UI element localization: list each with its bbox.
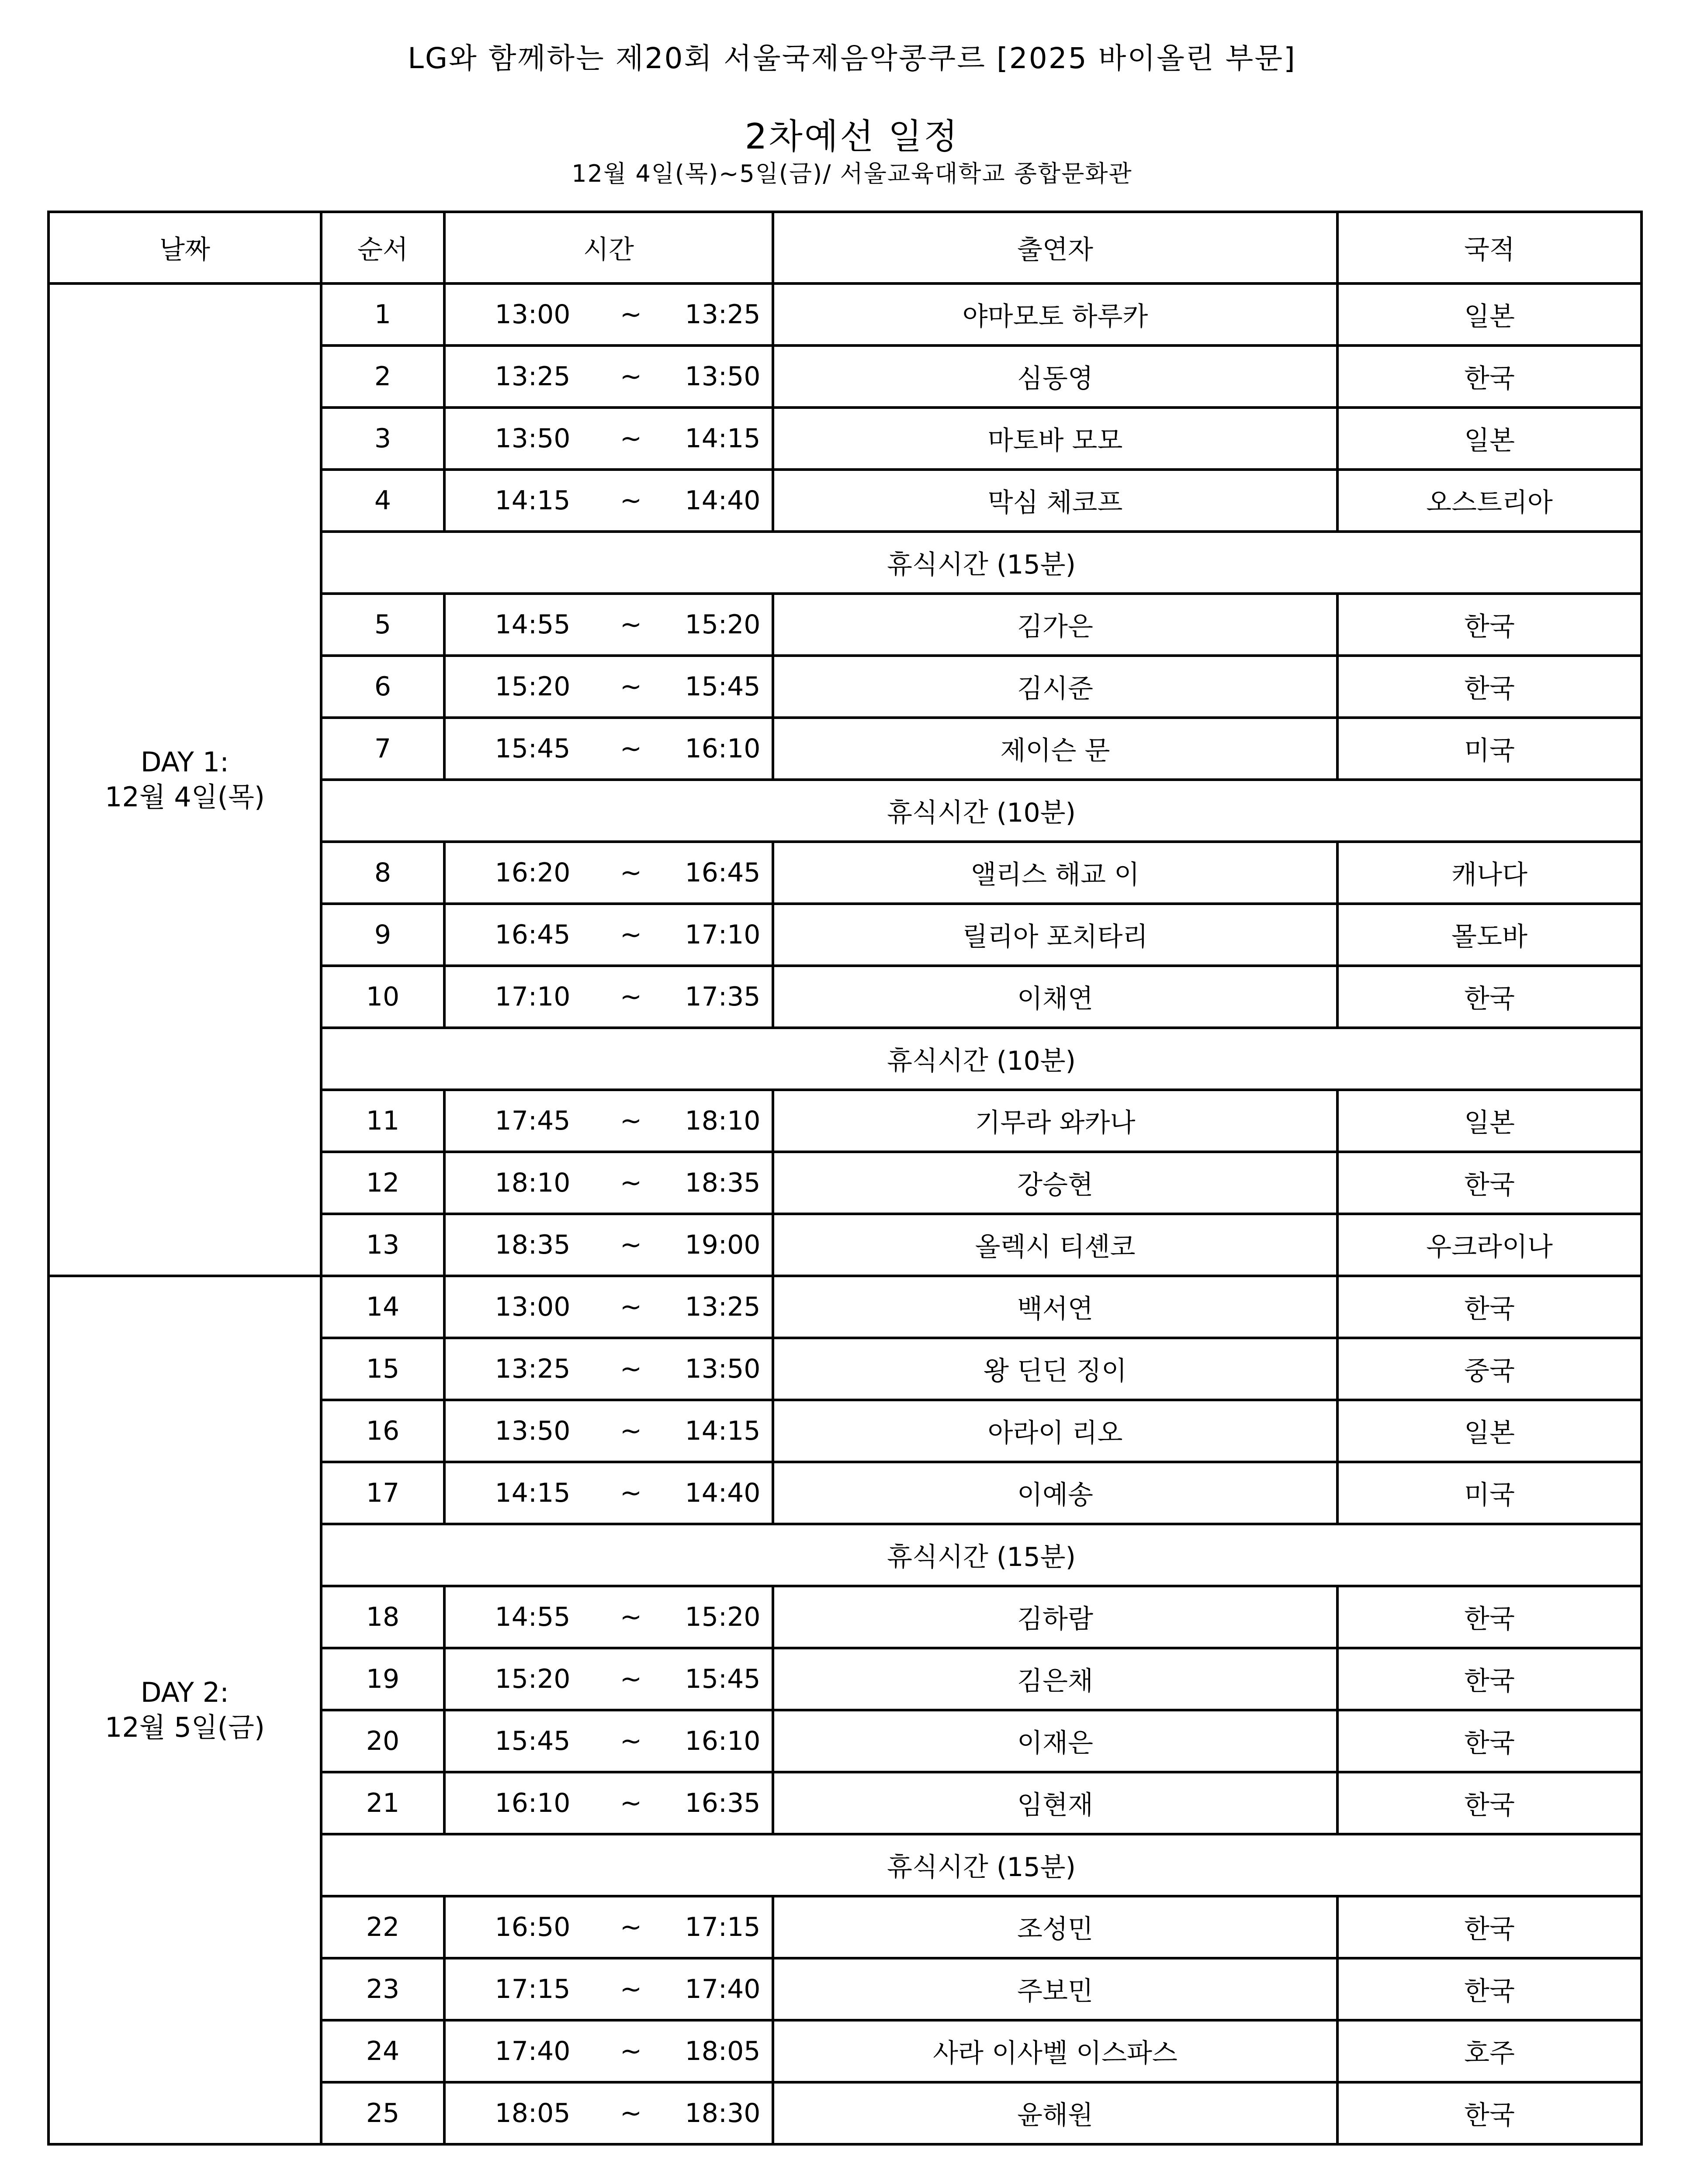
end-time: 14:15 <box>685 1416 761 1446</box>
time-separator: ~ <box>620 1664 642 1694</box>
nationality-cell: 한국 <box>1337 1152 1642 1214</box>
order-cell: 3 <box>321 408 444 470</box>
schedule-subtitle: 2차예선 일정 <box>745 116 959 157</box>
end-time: 13:25 <box>685 299 761 330</box>
performer-cell: 조성민 <box>773 1896 1337 1958</box>
time-cell <box>444 1710 773 1772</box>
performer-cell: 마토바 모모 <box>773 408 1337 470</box>
order-cell: 12 <box>321 1152 444 1214</box>
start-time: 15:45 <box>495 733 571 764</box>
break-cell: 휴식시간 (15분) <box>321 1524 1642 1586</box>
col-header-time: 시간 <box>444 212 773 283</box>
nationality-cell: 한국 <box>1337 1648 1642 1710</box>
end-time: 18:30 <box>685 2098 761 2129</box>
end-time: 19:00 <box>685 1230 761 1260</box>
nationality-cell: 한국 <box>1337 1276 1642 1338</box>
time-cell <box>444 1276 773 1338</box>
start-time: 13:25 <box>495 1354 571 1384</box>
start-time: 14:15 <box>495 1478 571 1508</box>
time-cell <box>444 1400 773 1462</box>
col-header-performer: 출연자 <box>773 212 1337 283</box>
start-time: 18:10 <box>495 1168 571 1198</box>
end-time: 14:15 <box>685 423 761 454</box>
nationality-cell: 한국 <box>1337 1710 1642 1772</box>
day-cell <box>48 283 321 1276</box>
end-time: 18:10 <box>685 1106 761 1136</box>
start-time: 16:45 <box>495 919 571 950</box>
order-cell: 2 <box>321 346 444 408</box>
time-cell <box>444 1462 773 1524</box>
end-time: 15:20 <box>685 609 761 640</box>
performer-cell: 강승현 <box>773 1152 1337 1214</box>
time-separator: ~ <box>620 981 642 1012</box>
order-cell: 1 <box>321 283 444 346</box>
time-cell <box>444 594 773 656</box>
time-separator: ~ <box>620 2036 642 2067</box>
end-time: 15:45 <box>685 671 761 702</box>
order-cell: 17 <box>321 1462 444 1524</box>
performer-cell: 이재은 <box>773 1710 1337 1772</box>
nationality-cell: 한국 <box>1337 2082 1642 2144</box>
performer-cell: 야마모토 하루카 <box>773 283 1337 346</box>
day-date: 12월 5일(금) <box>104 1711 265 1743</box>
time-cell <box>444 1586 773 1648</box>
time-cell <box>444 2082 773 2144</box>
end-time: 18:05 <box>685 2036 761 2067</box>
performer-cell: 심동영 <box>773 346 1337 408</box>
nationality-cell: 한국 <box>1337 1586 1642 1648</box>
end-time: 17:40 <box>685 1974 761 2004</box>
order-cell: 21 <box>321 1772 444 1834</box>
day-label: DAY 1: <box>140 746 229 778</box>
performer-cell: 윤해원 <box>773 2082 1337 2144</box>
time-cell <box>444 966 773 1028</box>
nationality-cell: 미국 <box>1337 1462 1642 1524</box>
time-separator: ~ <box>620 1416 642 1446</box>
nationality-cell: 한국 <box>1337 594 1642 656</box>
end-time: 14:40 <box>685 1478 761 1508</box>
time-separator: ~ <box>620 1974 642 2004</box>
nationality-cell: 한국 <box>1337 966 1642 1028</box>
time-cell <box>444 470 773 532</box>
time-separator: ~ <box>620 1912 642 1942</box>
end-time: 16:35 <box>685 1788 761 1818</box>
time-cell <box>444 1958 773 2020</box>
order-cell: 20 <box>321 1710 444 1772</box>
order-cell: 10 <box>321 966 444 1028</box>
start-time: 15:20 <box>495 1664 571 1694</box>
start-time: 13:25 <box>495 361 571 392</box>
time-cell <box>444 1338 773 1400</box>
nationality-cell: 한국 <box>1337 346 1642 408</box>
performer-cell: 기무라 와카나 <box>773 1090 1337 1152</box>
break-cell: 휴식시간 (15분) <box>321 1834 1642 1896</box>
performer-cell: 릴리아 포치타리 <box>773 904 1337 966</box>
performer-cell: 왕 딘딘 징이 <box>773 1338 1337 1400</box>
order-cell: 25 <box>321 2082 444 2144</box>
time-cell <box>444 1214 773 1276</box>
break-cell: 휴식시간 (10분) <box>321 1028 1642 1090</box>
performer-cell: 주보민 <box>773 1958 1337 2020</box>
document-title: LG와 함께하는 제20회 서울국제음악콩쿠르 [2025 바이올린 부문] <box>408 41 1296 75</box>
time-cell <box>444 1648 773 1710</box>
end-time: 13:50 <box>685 1354 761 1384</box>
order-cell: 9 <box>321 904 444 966</box>
start-time: 16:10 <box>495 1788 571 1818</box>
end-time: 14:40 <box>685 485 761 516</box>
nationality-cell: 일본 <box>1337 283 1642 346</box>
time-separator: ~ <box>620 1788 642 1818</box>
performer-cell: 올렉시 티셴코 <box>773 1214 1337 1276</box>
end-time: 16:45 <box>685 857 761 888</box>
end-time: 13:50 <box>685 361 761 392</box>
col-header-date: 날짜 <box>48 212 321 283</box>
order-cell: 5 <box>321 594 444 656</box>
table-header-row <box>48 212 1642 283</box>
day-date: 12월 4일(목) <box>104 781 265 813</box>
nationality-cell: 한국 <box>1337 656 1642 718</box>
performer-cell: 막심 체코프 <box>773 470 1337 532</box>
time-separator: ~ <box>620 1726 642 1756</box>
start-time: 17:45 <box>495 1106 571 1136</box>
time-separator: ~ <box>620 1354 642 1384</box>
end-time: 16:10 <box>685 733 761 764</box>
performer-cell: 앨리스 해교 이 <box>773 842 1337 904</box>
time-cell <box>444 718 773 780</box>
end-time: 15:45 <box>685 1664 761 1694</box>
start-time: 15:20 <box>495 671 571 702</box>
time-separator: ~ <box>620 1602 642 1632</box>
col-header-nationality: 국적 <box>1337 212 1642 283</box>
nationality-cell: 몰도바 <box>1337 904 1642 966</box>
time-separator: ~ <box>620 361 642 392</box>
performer-cell: 이예송 <box>773 1462 1337 1524</box>
order-cell: 14 <box>321 1276 444 1338</box>
performer-cell: 임현재 <box>773 1772 1337 1834</box>
nationality-cell: 오스트리아 <box>1337 470 1642 532</box>
time-cell <box>444 408 773 470</box>
performer-cell: 사라 이사벨 이스파스 <box>773 2020 1337 2082</box>
time-separator: ~ <box>620 609 642 640</box>
start-time: 17:40 <box>495 2036 571 2067</box>
time-cell <box>444 1090 773 1152</box>
nationality-cell: 미국 <box>1337 718 1642 780</box>
time-separator: ~ <box>620 423 642 454</box>
order-cell: 19 <box>321 1648 444 1710</box>
nationality-cell: 중국 <box>1337 1338 1642 1400</box>
time-separator: ~ <box>620 1168 642 1198</box>
start-time: 17:15 <box>495 1974 571 2004</box>
schedule-table <box>47 211 1643 2146</box>
time-cell <box>444 842 773 904</box>
time-separator: ~ <box>620 671 642 702</box>
break-cell: 휴식시간 (10분) <box>321 780 1642 842</box>
end-time: 17:10 <box>685 919 761 950</box>
time-separator: ~ <box>620 857 642 888</box>
time-cell <box>444 283 773 346</box>
time-cell <box>444 1152 773 1214</box>
start-time: 13:50 <box>495 1416 571 1446</box>
start-time: 16:20 <box>495 857 571 888</box>
order-cell: 7 <box>321 718 444 780</box>
end-time: 17:15 <box>685 1912 761 1942</box>
order-cell: 4 <box>321 470 444 532</box>
time-cell <box>444 1772 773 1834</box>
end-time: 13:25 <box>685 1292 761 1322</box>
performer-cell: 김하람 <box>773 1586 1337 1648</box>
order-cell: 24 <box>321 2020 444 2082</box>
start-time: 17:10 <box>495 981 571 1012</box>
nationality-cell: 우크라이나 <box>1337 1214 1642 1276</box>
schedule-body <box>48 283 1642 2144</box>
time-cell <box>444 2020 773 2082</box>
time-separator: ~ <box>620 733 642 764</box>
time-cell <box>444 656 773 718</box>
end-time: 17:35 <box>685 981 761 1012</box>
order-cell: 16 <box>321 1400 444 1462</box>
nationality-cell: 한국 <box>1337 1772 1642 1834</box>
col-header-order: 순서 <box>321 212 444 283</box>
time-cell <box>444 346 773 408</box>
performer-cell: 이채연 <box>773 966 1337 1028</box>
order-cell: 11 <box>321 1090 444 1152</box>
start-time: 16:50 <box>495 1912 571 1942</box>
nationality-cell: 한국 <box>1337 1958 1642 2020</box>
order-cell: 13 <box>321 1214 444 1276</box>
time-cell <box>444 1896 773 1958</box>
time-separator: ~ <box>620 485 642 516</box>
order-cell: 6 <box>321 656 444 718</box>
time-separator: ~ <box>620 1106 642 1136</box>
start-time: 15:45 <box>495 1726 571 1756</box>
break-cell: 휴식시간 (15분) <box>321 532 1642 594</box>
time-separator: ~ <box>620 1292 642 1322</box>
nationality-cell: 캐나다 <box>1337 842 1642 904</box>
end-time: 18:35 <box>685 1168 761 1198</box>
day-cell <box>48 1276 321 2144</box>
order-cell: 18 <box>321 1586 444 1648</box>
nationality-cell: 한국 <box>1337 1896 1642 1958</box>
end-time: 16:10 <box>685 1726 761 1756</box>
order-cell: 23 <box>321 1958 444 2020</box>
end-time: 15:20 <box>685 1602 761 1632</box>
order-cell: 22 <box>321 1896 444 1958</box>
table-row <box>48 1276 1642 1338</box>
nationality-cell: 일본 <box>1337 1090 1642 1152</box>
start-time: 14:55 <box>495 609 571 640</box>
start-time: 18:35 <box>495 1230 571 1260</box>
performer-cell: 백서연 <box>773 1276 1337 1338</box>
time-separator: ~ <box>620 1230 642 1260</box>
time-separator: ~ <box>620 1478 642 1508</box>
table-row <box>48 283 1642 346</box>
start-time: 13:00 <box>495 299 571 330</box>
time-separator: ~ <box>620 919 642 950</box>
performer-cell: 김가은 <box>773 594 1337 656</box>
time-cell <box>444 904 773 966</box>
start-time: 14:15 <box>495 485 571 516</box>
schedule-date-venue: 12월 4일(목)~5일(금)/ 서울교육대학교 종합문화관 <box>571 160 1133 187</box>
performer-cell: 제이슨 문 <box>773 718 1337 780</box>
start-time: 14:55 <box>495 1602 571 1632</box>
start-time: 13:00 <box>495 1292 571 1322</box>
performer-cell: 김시준 <box>773 656 1337 718</box>
nationality-cell: 일본 <box>1337 408 1642 470</box>
order-cell: 8 <box>321 842 444 904</box>
start-time: 13:50 <box>495 423 571 454</box>
performer-cell: 아라이 리오 <box>773 1400 1337 1462</box>
performer-cell: 김은채 <box>773 1648 1337 1710</box>
nationality-cell: 호주 <box>1337 2020 1642 2082</box>
nationality-cell: 일본 <box>1337 1400 1642 1462</box>
time-separator: ~ <box>620 2098 642 2129</box>
day-label: DAY 2: <box>140 1676 229 1708</box>
time-separator: ~ <box>620 299 642 330</box>
start-time: 18:05 <box>495 2098 571 2129</box>
order-cell: 15 <box>321 1338 444 1400</box>
